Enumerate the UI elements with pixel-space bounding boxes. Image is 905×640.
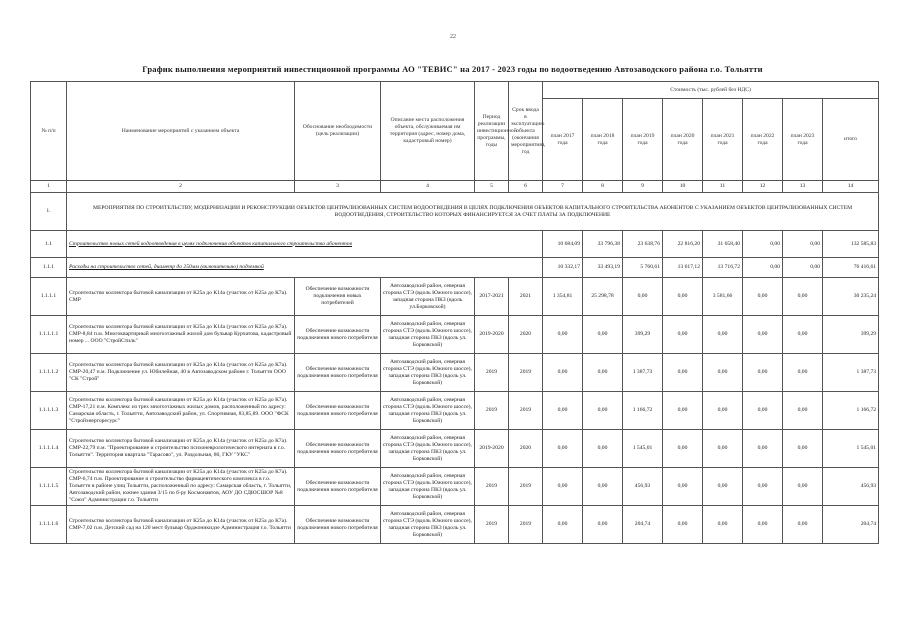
col-number: 1 xyxy=(31,181,67,193)
value-cell: 0,00 xyxy=(543,392,583,430)
row-period: 2019-2020 xyxy=(475,316,509,354)
col-number: 2 xyxy=(67,181,295,193)
row-period: 2019 xyxy=(475,468,509,506)
section-title: МЕРОПРИЯТИЯ ПО СТРОИТЕЛЬСТВУ, МОДЕРНИЗАЦИИ И РЕКОНСТРУКЦИИ ОБЪЕКТОВ ЦЕНТРАЛИЗОВАННЫХ СИСТЕМ ВОДООТВЕДЕНИЯ В ЦЕЛЯХ ПОДКЛЮЧЕНИЯ ОБЪЕКТОВ КАПИТАЛЬНОГО СТРОИТЕЛЬСТВА АБОНЕНТОВ С УКАЗАНИЕМ ОБЪЕКТОВ ЦЕНТРАЛИЗОВАННЫХ СИСТЕМ ВОДООТВЕДЕНИЯ, СТРОИТЕЛЬСТВО КОТОРЫХ ФИНАНСИРУЕТСЯ ЗА СЧЕТ ПЛАТЫ ЗА ПОДКЛЮЧЕНИЕ xyxy=(67,193,879,231)
row-term: 2019 xyxy=(509,468,543,506)
value-cell: 456,93 xyxy=(623,468,663,506)
row-name: Строительство коллектора бытовой канализации от К25а до К14а (участок от К25а до К7а). СМР-22,79 п.м. "Проектирование и строительство психоневрологического интерната в г.о. Тольятти". Территория квартала "Тарасово", ул. Раздольная, 80, ГКУ "УКС" xyxy=(67,430,295,468)
value-cell: 0,00 xyxy=(783,506,823,544)
row-name: Расходы на строительство сетей, диаметр до 250мм (включительно) подземкой xyxy=(67,258,543,278)
row-location: Автозаводский район, северная сторона СТЭ (вдоль Южного шоссе), западная сторона ПКЗ (вдоль ул. Борковской) xyxy=(381,316,475,354)
row-term: 2019 xyxy=(509,354,543,392)
row-name: Строительство коллектора бытовой канализации от К25а до К14а (участок от К25а до К7а). СМР-20,47 п.м. Подключение ул. Юбилейная, 40 в Автозаводском районе г. Тольятти ООО "СК "Строй" xyxy=(67,354,295,392)
total-cell: 76 416,61 xyxy=(823,258,879,278)
header-name: Наименование мероприятий с указанием объекта xyxy=(67,82,295,181)
schedule-table xyxy=(30,81,879,544)
table-row xyxy=(31,278,879,316)
col-number: 11 xyxy=(703,181,743,193)
header-location: Описание места расположения объекта, обслуживаемая им территория (адрес, номер дома, кадастровый номер) xyxy=(381,82,475,181)
page-number: 22 xyxy=(450,34,456,40)
header-justification: Обоснование необходимости (цель реализации) xyxy=(295,82,381,181)
row-justification: Обеспечение возможности подключения нового потребителя xyxy=(295,430,381,468)
value-cell: 10 332,17 xyxy=(543,258,583,278)
row-name: Строительство коллектора бытовой канализации от К25а до К14а (участок от К25а до К7а). СМР xyxy=(67,278,295,316)
row-period: 2019-2020 xyxy=(475,430,509,468)
row-justification: Обеспечение возможности подключения нового потребителя xyxy=(295,316,381,354)
value-cell: 0,00 xyxy=(703,468,743,506)
header-period: Период реализации инвестиционной программы, годы xyxy=(475,82,509,181)
table-row xyxy=(31,354,879,392)
value-cell: 0,00 xyxy=(583,392,623,430)
row-num: 1.1.1.1.4 xyxy=(31,430,67,468)
value-cell: 0,00 xyxy=(663,506,703,544)
value-cell: 0,00 xyxy=(783,430,823,468)
total-cell: 399,29 xyxy=(823,316,879,354)
table-row xyxy=(31,506,879,544)
value-cell: 13 716,72 xyxy=(703,258,743,278)
value-cell: 0,00 xyxy=(663,354,703,392)
section-num: 1. xyxy=(31,193,67,231)
value-cell: 0,00 xyxy=(783,468,823,506)
value-cell: 5 760,61 xyxy=(623,258,663,278)
value-cell: 0,00 xyxy=(783,231,823,258)
value-cell: 0,00 xyxy=(583,430,623,468)
value-cell: 204,74 xyxy=(623,506,663,544)
col-number: 12 xyxy=(743,181,783,193)
header-year: план 2018 года xyxy=(583,99,623,181)
total-cell: 204,74 xyxy=(823,506,879,544)
header-year: план 2021 года xyxy=(703,99,743,181)
column-number-row xyxy=(31,181,879,193)
value-cell: 0,00 xyxy=(663,430,703,468)
col-number: 8 xyxy=(583,181,623,193)
section-row xyxy=(31,193,879,231)
row-term: 2020 xyxy=(509,430,543,468)
value-cell: 0,00 xyxy=(743,231,783,258)
total-cell: 132 585,83 xyxy=(823,231,879,258)
value-cell: 0,00 xyxy=(743,278,783,316)
value-cell: 0,00 xyxy=(783,392,823,430)
value-cell: 13 617,12 xyxy=(663,258,703,278)
col-number: 6 xyxy=(509,181,543,193)
row-name: Строительство коллектора бытовой канализации от К25а до К14а (участок от К25а до К7а). СМР-17,21 п.м. Комплекс из трех многоэтажных жилых домов, расположенный по адресу: Самарская область, г. Тольятти, Автозаводский район, ул. Спортивная, 83,85,89. ООО "ФСК "Стройэнергоресурс" xyxy=(67,392,295,430)
row-justification: Обеспечение возможности подключения нового потребителя xyxy=(295,354,381,392)
row-name: Строительство новых сетей водоотведения в целях подключения объектов капитального строительства абонентов xyxy=(67,231,543,258)
value-cell: 0,00 xyxy=(623,278,663,316)
header-total: итого xyxy=(823,99,879,181)
row-period: 2019 xyxy=(475,392,509,430)
value-cell: 0,00 xyxy=(543,316,583,354)
value-cell: 0,00 xyxy=(583,354,623,392)
value-cell: 0,00 xyxy=(743,392,783,430)
subtotal-row xyxy=(31,258,879,278)
row-term: 2021 xyxy=(509,278,543,316)
row-num: 1.1.1.1.1 xyxy=(31,316,67,354)
row-justification: Обеспечение возможности подключения новых потребителей xyxy=(295,278,381,316)
col-number: 3 xyxy=(295,181,381,193)
value-cell: 0,00 xyxy=(743,468,783,506)
row-location: Автозаводский район, северная сторона СТЭ (вдоль Южного шоссе), западная сторона ПКЗ (вдоль ул. Борковской) xyxy=(381,468,475,506)
header-year: план 2020 года xyxy=(663,99,703,181)
value-cell: 0,00 xyxy=(583,506,623,544)
row-num: 1.1.1.1.2 xyxy=(31,354,67,392)
value-cell: 3 581,66 xyxy=(703,278,743,316)
value-cell: 25 298,78 xyxy=(583,278,623,316)
row-num: 1.1.1.1.3 xyxy=(31,392,67,430)
table-row xyxy=(31,468,879,506)
value-cell: 0,00 xyxy=(743,354,783,392)
value-cell: 0,00 xyxy=(783,258,823,278)
row-name: Строительство коллектора бытовой канализации от К25а до К14а (участок от К25а до К7а). СМР-6,74 п.м. Проектирование и строительство фармацевтического комплекса в г.о. Тольятти в районе улиц Тольятти, расположенный по адресу: Самарская область, г. Тольятти, Автозаводский район, южнее здания 3/15 по б-ру Космонавтов, АОУ ДО СДЮСШОР №8 "Союз" Администрации г.о. Тольятти xyxy=(67,468,295,506)
value-cell: 0,00 xyxy=(743,430,783,468)
row-num: 1.1.1.1.5 xyxy=(31,468,67,506)
row-period: 2017-2021 xyxy=(475,278,509,316)
row-term: 2019 xyxy=(509,392,543,430)
value-cell: 0,00 xyxy=(703,354,743,392)
row-location: Автозаводский район, северная сторона СТЭ (вдоль Южного шоссе), западная сторона ПКЗ (вдоль ул.Борковской) xyxy=(381,278,475,316)
row-location: Автозаводский район, северная сторона СТЭ (вдоль Южного шоссе), западная сторона ПКЗ (вдоль ул. Борковской) xyxy=(381,354,475,392)
col-number: 7 xyxy=(543,181,583,193)
row-term: 2019 xyxy=(509,506,543,544)
value-cell: 1 545,01 xyxy=(623,430,663,468)
value-cell: 0,00 xyxy=(663,392,703,430)
col-number: 14 xyxy=(823,181,879,193)
header-year: план 2019 года xyxy=(623,99,663,181)
header-num: № п/п xyxy=(31,82,67,181)
value-cell: 1 166,72 xyxy=(623,392,663,430)
col-number: 9 xyxy=(623,181,663,193)
table-row xyxy=(31,430,879,468)
value-cell: 0,00 xyxy=(583,316,623,354)
row-num: 1.1.1.1.6 xyxy=(31,506,67,544)
row-justification: Обеспечение возможности подключения нового потребителя xyxy=(295,468,381,506)
value-cell: 0,00 xyxy=(703,506,743,544)
value-cell: 0,00 xyxy=(663,468,703,506)
value-cell: 31 658,40 xyxy=(703,231,743,258)
value-cell: 0,00 xyxy=(663,278,703,316)
value-cell: 399,29 xyxy=(623,316,663,354)
row-name: Строительство коллектора бытовой канализации от К25а до К14а (участок от К25а до К7а). СМР-8,84 п.м. Многоквартирный многоэтажный жилой дом бульвар Курчатова, кадастровый номер ... ООО "СтройСтиль" xyxy=(67,316,295,354)
row-num: 1.1 xyxy=(31,231,67,258)
value-cell: 0,00 xyxy=(703,430,743,468)
value-cell: 0,00 xyxy=(543,430,583,468)
value-cell: 0,00 xyxy=(583,468,623,506)
row-num: 1.1.1.1 xyxy=(31,278,67,316)
value-cell: 0,00 xyxy=(543,468,583,506)
value-cell: 23 638,76 xyxy=(623,231,663,258)
total-cell: 456,93 xyxy=(823,468,879,506)
value-cell: 0,00 xyxy=(703,392,743,430)
value-cell: 0,00 xyxy=(543,506,583,544)
row-location: Автозаводский район, северная сторона СТЭ (вдоль Южного шоссе), западная сторона ПКЗ (вдоль ул. Борковской) xyxy=(381,506,475,544)
subtotal-row xyxy=(31,231,879,258)
header-year: план 2023 года xyxy=(783,99,823,181)
value-cell: 33 493,19 xyxy=(583,258,623,278)
row-location: Автозаводский район, северная сторона СТЭ (вдоль Южного шоссе), западная сторона ПКЗ (вдоль ул. Борковской) xyxy=(381,430,475,468)
header-term: Срок ввода в эксплуатацию объекта (окончания мероприятия), год xyxy=(509,82,543,181)
value-cell: 0,00 xyxy=(783,354,823,392)
value-cell: 0,00 xyxy=(743,506,783,544)
table-row xyxy=(31,316,879,354)
row-period: 2019 xyxy=(475,506,509,544)
row-justification: Обеспечение возможности подключения нового потребителя xyxy=(295,392,381,430)
document-title: График выполнения мероприятий инвестиционной программы АО "ТЕВИС" на 2017 - 2023 годы по водоотведению Автозаводского района г.о. Тольятти xyxy=(142,64,763,74)
total-cell: 30 235,24 xyxy=(823,278,879,316)
col-number: 5 xyxy=(475,181,509,193)
row-period: 2019 xyxy=(475,354,509,392)
header-year: план 2022 года xyxy=(743,99,783,181)
value-cell: 0,00 xyxy=(543,354,583,392)
value-cell: 33 796,38 xyxy=(583,231,623,258)
value-cell: 1 387,73 xyxy=(623,354,663,392)
value-cell: 0,00 xyxy=(783,278,823,316)
value-cell: 0,00 xyxy=(743,258,783,278)
total-cell: 1 166,72 xyxy=(823,392,879,430)
value-cell: 0,00 xyxy=(703,316,743,354)
row-term: 2020 xyxy=(509,316,543,354)
header-cost-group: Стоимость (тыс. рублей без НДС) xyxy=(543,82,879,99)
col-number: 13 xyxy=(783,181,823,193)
value-cell: 0,00 xyxy=(663,316,703,354)
value-cell: 1 354,81 xyxy=(543,278,583,316)
value-cell: 22 816,20 xyxy=(663,231,703,258)
col-number: 10 xyxy=(663,181,703,193)
row-justification: Обеспечение возможности подключения нового потребителя xyxy=(295,506,381,544)
value-cell: 0,00 xyxy=(743,316,783,354)
row-name: Строительство коллектора бытовой канализации от К25а до К14а (участок от К25а до К7а). СМР-7,02 п.м. Детский сад на 120 мест бульвар Орджоникидзе Администрация г.о. Тольятти xyxy=(67,506,295,544)
table-row xyxy=(31,392,879,430)
row-num: 1.1.1 xyxy=(31,258,67,278)
total-cell: 1 545,01 xyxy=(823,430,879,468)
col-number: 4 xyxy=(381,181,475,193)
header-year: план 2017 года xyxy=(543,99,583,181)
row-location: Автозаводский район, северная сторона СТЭ (вдоль Южного шоссе), западная сторона ПКЗ (вдоль ул. Борковской) xyxy=(381,392,475,430)
value-cell: 10 684,09 xyxy=(543,231,583,258)
value-cell: 0,00 xyxy=(783,316,823,354)
total-cell: 1 387,73 xyxy=(823,354,879,392)
